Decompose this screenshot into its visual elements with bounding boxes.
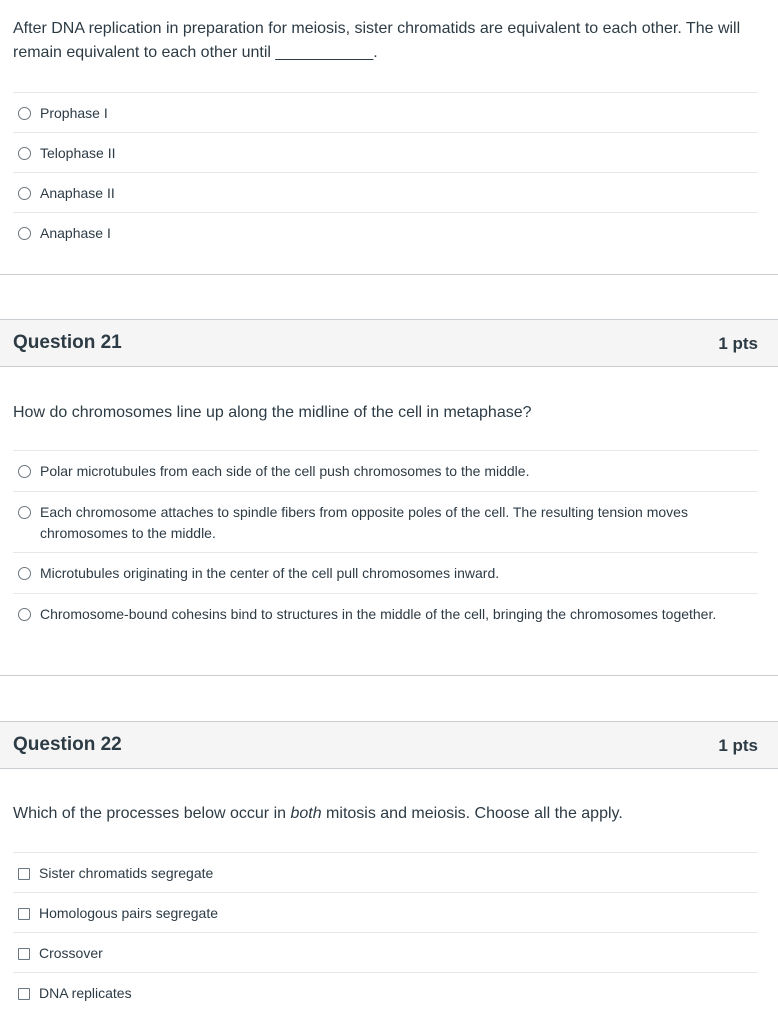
question-text-part: Which of the processes below occur in xyxy=(13,805,291,822)
question-title: Question 22 xyxy=(13,734,122,755)
question-points: 1 pts xyxy=(718,736,758,755)
answer-label: Sister chromatids segregate xyxy=(39,865,214,881)
answer-option[interactable] xyxy=(13,932,758,972)
radio-button[interactable] xyxy=(18,187,31,200)
answer-option[interactable] xyxy=(13,552,758,593)
question-22-answers xyxy=(13,852,758,1012)
question-22-header xyxy=(0,721,778,769)
answer-option[interactable] xyxy=(13,491,758,552)
answer-label: Anaphase II xyxy=(40,185,115,201)
question-divider xyxy=(0,675,778,676)
question-text-part: mitosis and meiosis. Choose all the apply. xyxy=(321,805,623,822)
answer-label: DNA replicates xyxy=(39,985,132,1001)
question-22-text xyxy=(13,802,623,826)
question-21-header xyxy=(0,319,778,367)
answer-option[interactable] xyxy=(13,132,758,172)
answer-label: Chromosome-bound cohesins bind to structures in the middle of the cell, bringing the chromosomes together. xyxy=(40,606,717,622)
answer-option[interactable] xyxy=(13,852,758,892)
answer-option[interactable] xyxy=(13,972,758,1012)
checkbox[interactable] xyxy=(18,908,30,920)
answer-label: Microtubules originating in the center of the cell pull chromosomes inward. xyxy=(40,565,500,581)
answer-option[interactable] xyxy=(13,450,758,491)
answer-option[interactable] xyxy=(13,593,758,654)
answer-option[interactable] xyxy=(13,212,758,252)
question-20-answers xyxy=(13,92,758,252)
checkbox[interactable] xyxy=(18,868,30,880)
answer-option[interactable] xyxy=(13,92,758,132)
answer-option[interactable] xyxy=(13,172,758,212)
radio-button[interactable] xyxy=(18,227,31,240)
answer-label: Telophase II xyxy=(40,145,116,161)
question-text-emphasis: both xyxy=(290,805,322,822)
radio-button[interactable] xyxy=(18,107,31,120)
radio-button[interactable] xyxy=(18,506,31,519)
answer-label: Prophase I xyxy=(40,105,108,121)
question-points: 1 pts xyxy=(718,334,758,353)
answer-option[interactable] xyxy=(13,892,758,932)
question-20-text: After DNA replication in preparation for meiosis, sister chromatids are equivalent to each other. The will remain equivalent to each other until ___________. xyxy=(13,20,741,61)
question-divider xyxy=(0,274,778,275)
answer-label: Polar microtubules from each side of the cell push chromosomes to the middle. xyxy=(40,463,530,479)
question-21-text: How do chromosomes line up along the midline of the cell in metaphase? xyxy=(13,404,532,421)
radio-button[interactable] xyxy=(18,147,31,160)
checkbox[interactable] xyxy=(18,988,30,1000)
radio-button[interactable] xyxy=(18,567,31,580)
question-title: Question 21 xyxy=(13,332,122,353)
radio-button[interactable] xyxy=(18,465,31,478)
checkbox[interactable] xyxy=(18,948,30,960)
radio-button[interactable] xyxy=(18,608,31,621)
answer-label: Anaphase I xyxy=(40,225,111,241)
question-21-answers xyxy=(13,450,758,654)
answer-label: Each chromosome attaches to spindle fibers from opposite poles of the cell. The resulting tension moves chromosomes to the middle. xyxy=(40,504,688,541)
answer-label: Homologous pairs segregate xyxy=(39,905,218,921)
answer-label: Crossover xyxy=(39,945,103,961)
